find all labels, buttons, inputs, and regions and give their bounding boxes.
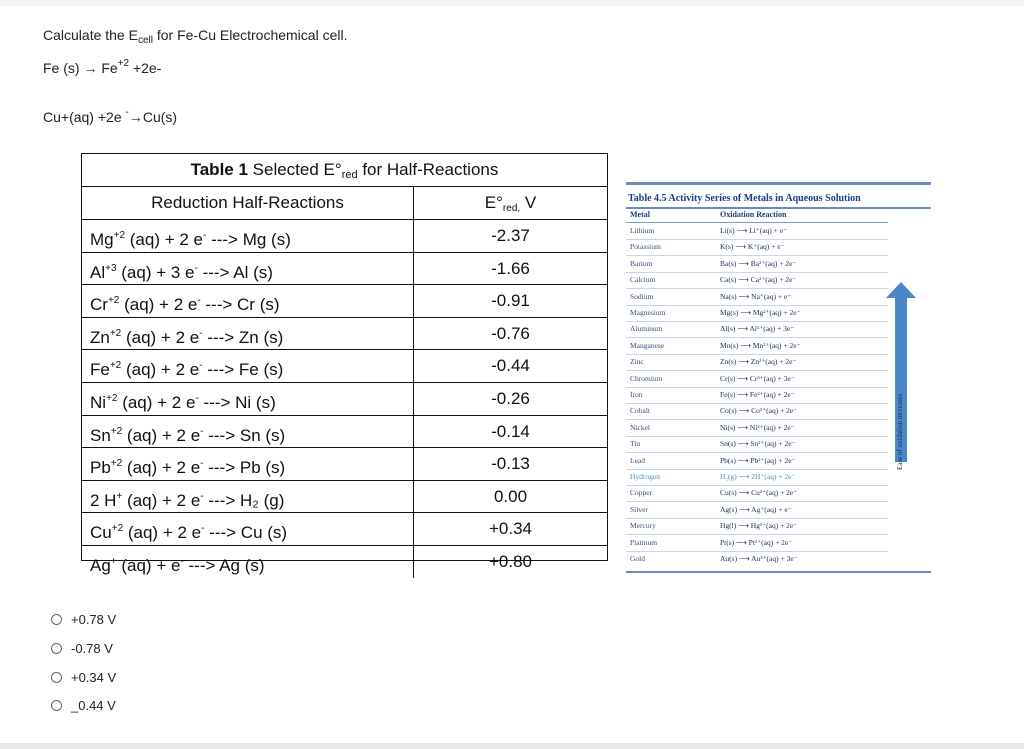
oxidation-reaction: Ag(s) ⟶ Ag⁺(aq) + e⁻ (720, 504, 792, 514)
oxidation-reaction: Ni(s) ⟶ Ni²⁺(aq) + 2e⁻ (720, 422, 795, 432)
row-divider (626, 321, 888, 322)
bottom-rule (626, 571, 931, 573)
metal-name: Hydrogen (630, 472, 660, 481)
oxidation-reaction: Ca(s) ⟶ Ca²⁺(aq) + 2e⁻ (720, 275, 797, 285)
row-divider (626, 403, 888, 404)
table-row (82, 481, 607, 514)
metal-name: Platinum (630, 537, 658, 547)
header-potential: $E^\circ_{red,}$ V (484, 193, 537, 214)
oxidation-reaction: Na(s) ⟶ Na⁺(aq) + e⁻ (720, 291, 792, 301)
metal-name: Potassium (630, 242, 661, 252)
radio-button[interactable] (51, 700, 62, 711)
header-rule (626, 222, 888, 223)
potential-value: 0.00 (493, 486, 528, 506)
table-row (82, 416, 607, 449)
potential-value: -0.14 (491, 421, 530, 441)
oxidation-reaction: Pb(s) ⟶ Pb²⁺(aq) + 2e⁻ (720, 455, 796, 465)
half-reaction: Ag+ (aq) + e- ---> Ag (s) (82, 546, 414, 578)
table-row (82, 350, 607, 383)
oxidation-reaction: Zn(s) ⟶ Zn²⁺(aq) + 2e⁻ (720, 357, 797, 367)
option-label: _0.44 V (71, 698, 116, 713)
row-divider (626, 272, 888, 273)
row-divider (626, 387, 888, 388)
metal-name: Tin (630, 439, 641, 449)
oxidation-reaction: Cr(s) ⟶ Cr³⁺(aq) + 3e⁻ (720, 373, 795, 383)
oxidation-reaction: Sn(s) ⟶ Sn²⁺(aq) + 2e⁻ (720, 439, 796, 449)
metal-name: Silver (630, 504, 648, 514)
row-divider (626, 436, 888, 437)
answer-option[interactable] (51, 670, 116, 685)
metal-name: Copper (630, 488, 653, 498)
row-divider (626, 452, 888, 453)
oxidation-reaction: Cu(s) ⟶ Cu²⁺(aq) + 2e⁻ (720, 488, 798, 498)
row-divider (626, 305, 888, 306)
row-divider (626, 239, 888, 240)
half-reaction: 2 H+ (aq) + 2 e- ---> H₂ (g) (82, 481, 414, 513)
oxidation-reaction: Ba(s) ⟶ Ba²⁺(aq) + 2e⁻ (720, 258, 797, 268)
half-reaction: $Pb^{+2}$ (aq) + 2 e- ---> Pb (s) (82, 448, 414, 480)
oxidation-reaction: Mn(s) ⟶ Mn²⁺(aq) + 2e⁻ (720, 340, 801, 350)
metal-name: Lead (630, 455, 645, 465)
metal-name: Mercury (630, 521, 656, 531)
oxidation-reaction: K(s) ⟶ K⁺(aq) + e⁻ (720, 242, 785, 252)
table-row (82, 220, 607, 253)
potential-value: -0.91 (491, 291, 530, 311)
table-row (82, 285, 607, 318)
row-divider (626, 337, 888, 338)
row-divider (626, 518, 888, 519)
row-divider (626, 354, 888, 355)
metal-name: Lithium (630, 226, 655, 235)
metal-name: Zinc (630, 357, 644, 367)
row-divider (626, 370, 888, 371)
metal-name: Barium (630, 258, 653, 268)
reduction-potential-table (81, 153, 608, 575)
half-reaction: $Mg^{+2}$ (aq) + 2 e- ---> Mg (s) (82, 220, 414, 252)
potential-value: +0.80 (488, 551, 532, 571)
potential-value: -1.66 (491, 258, 530, 278)
option-label: -0.78 V (71, 641, 113, 656)
option-label: +0.34 V (71, 670, 117, 685)
copper-half-reaction: Cu+(aq) +2e -→Cu(s) (43, 107, 178, 125)
oxidation-reaction: Pt(s) ⟶ Pt²⁺(aq) + 2e⁻ (720, 537, 793, 547)
half-reaction: $Al^{+3}$ (aq) + 3 e- ---> Al (s) (82, 253, 414, 285)
half-reaction: $Sn^{+2}$ (aq) + 2 e- ---> Sn (s) (82, 416, 414, 448)
row-divider (626, 469, 888, 470)
metal-name: Iron (630, 390, 643, 399)
table-caption: Table 4.5 Activity Series of Metals in Aqueous Solution (628, 193, 861, 204)
oxidation-reaction: Mg(s) ⟶ Mg²⁺(aq) + 2e⁻ (720, 308, 801, 317)
potential-value: +0.34 (488, 519, 532, 539)
metal-name: Sodium (630, 291, 654, 301)
iron-half-reaction: Fe $(s) \to Fe^{+2} +2e-$ (43, 58, 162, 76)
table-row (82, 253, 607, 286)
radio-button[interactable] (51, 672, 62, 683)
answer-option[interactable] (51, 641, 113, 656)
header-reactions: Reduction Half-Reactions (82, 187, 414, 219)
row-divider (626, 419, 888, 420)
table-header (82, 187, 607, 220)
half-reaction: $Fe^{+2}$ (aq) + 2 e- ---> Fe (s) (82, 350, 414, 382)
potential-value: -0.76 (491, 323, 530, 343)
metal-name: Aluminum (630, 324, 663, 334)
top-rule (626, 182, 931, 185)
half-reaction: $Cr^{+2}$ (aq) + 2 e- ---> Cr (s) (82, 285, 414, 317)
oxidation-reaction: Li(s) ⟶ Li⁺(aq) + e⁻ (720, 226, 788, 235)
oxidation-reaction: Al(s) ⟶ Al³⁺(aq) + 3e⁻ (720, 324, 795, 334)
radio-button[interactable] (51, 614, 62, 625)
column-metal: Metal (630, 210, 650, 219)
top-border (0, 0, 1024, 6)
row-divider (626, 551, 888, 552)
caption-rule (626, 207, 931, 209)
oxidation-reaction: Au(s) ⟶ Au³⁺(aq) + 3e⁻ (720, 554, 798, 563)
potential-value: -2.37 (491, 226, 530, 245)
table-row (82, 513, 607, 546)
metal-name: Gold (630, 554, 645, 563)
metal-name: Cobalt (630, 406, 650, 416)
metal-name: Nickel (630, 422, 650, 432)
table-row (82, 546, 607, 578)
half-reaction: $Cu^{+2}$ (aq) + 2 e- ---> Cu (s) (82, 513, 414, 545)
row-divider (626, 534, 888, 535)
bottom-border (0, 743, 1024, 749)
arrow-label: Ease of oxidation increases (896, 393, 904, 470)
metal-name: Magnesium (630, 308, 666, 317)
column-reaction: Oxidation Reaction (720, 210, 787, 219)
oxidation-reaction: Hg(l) ⟶ Hg²⁺(aq) + 2e⁻ (720, 521, 798, 531)
question-prompt: Calculate the $E_{cell}$ for Fe-Cu Electrochemical cell. (43, 27, 348, 46)
answer-option[interactable] (51, 612, 116, 627)
metal-name: Chromium (630, 373, 663, 383)
potential-value: -0.13 (491, 454, 530, 474)
table-title: Table 1 Selected $E^\circ_{red}$ for Half-Reactions (82, 154, 607, 187)
potential-value: -0.44 (491, 356, 530, 376)
radio-button[interactable] (51, 643, 62, 654)
row-divider (626, 501, 888, 502)
oxidation-reaction: H₂(g) ⟶ 2H⁺(aq) + 2e⁻ (720, 472, 796, 481)
oxidation-reaction: Co(s) ⟶ Co²⁺(aq) + 2e⁻ (720, 406, 798, 416)
half-reaction: $Ni^{+2}$ (aq) + 2 e- ---> Ni (s) (82, 383, 414, 415)
row-divider (626, 255, 888, 256)
option-label: +0.78 V (71, 612, 117, 627)
row-divider (626, 288, 888, 289)
potential-value: -0.26 (491, 388, 530, 408)
table-row (82, 318, 607, 351)
answer-option[interactable] (51, 698, 116, 713)
table-row (82, 448, 607, 481)
row-divider (626, 485, 888, 486)
half-reaction: $Zn^{+2}$ (aq) + 2 e- ---> Zn (s) (82, 318, 414, 350)
table-row (82, 383, 607, 416)
oxidation-reaction: Fe(s) ⟶ Fe²⁺(aq) + 2e⁻ (720, 390, 795, 399)
metal-name: Manganese (630, 340, 665, 350)
metal-name: Calcium (630, 275, 656, 285)
